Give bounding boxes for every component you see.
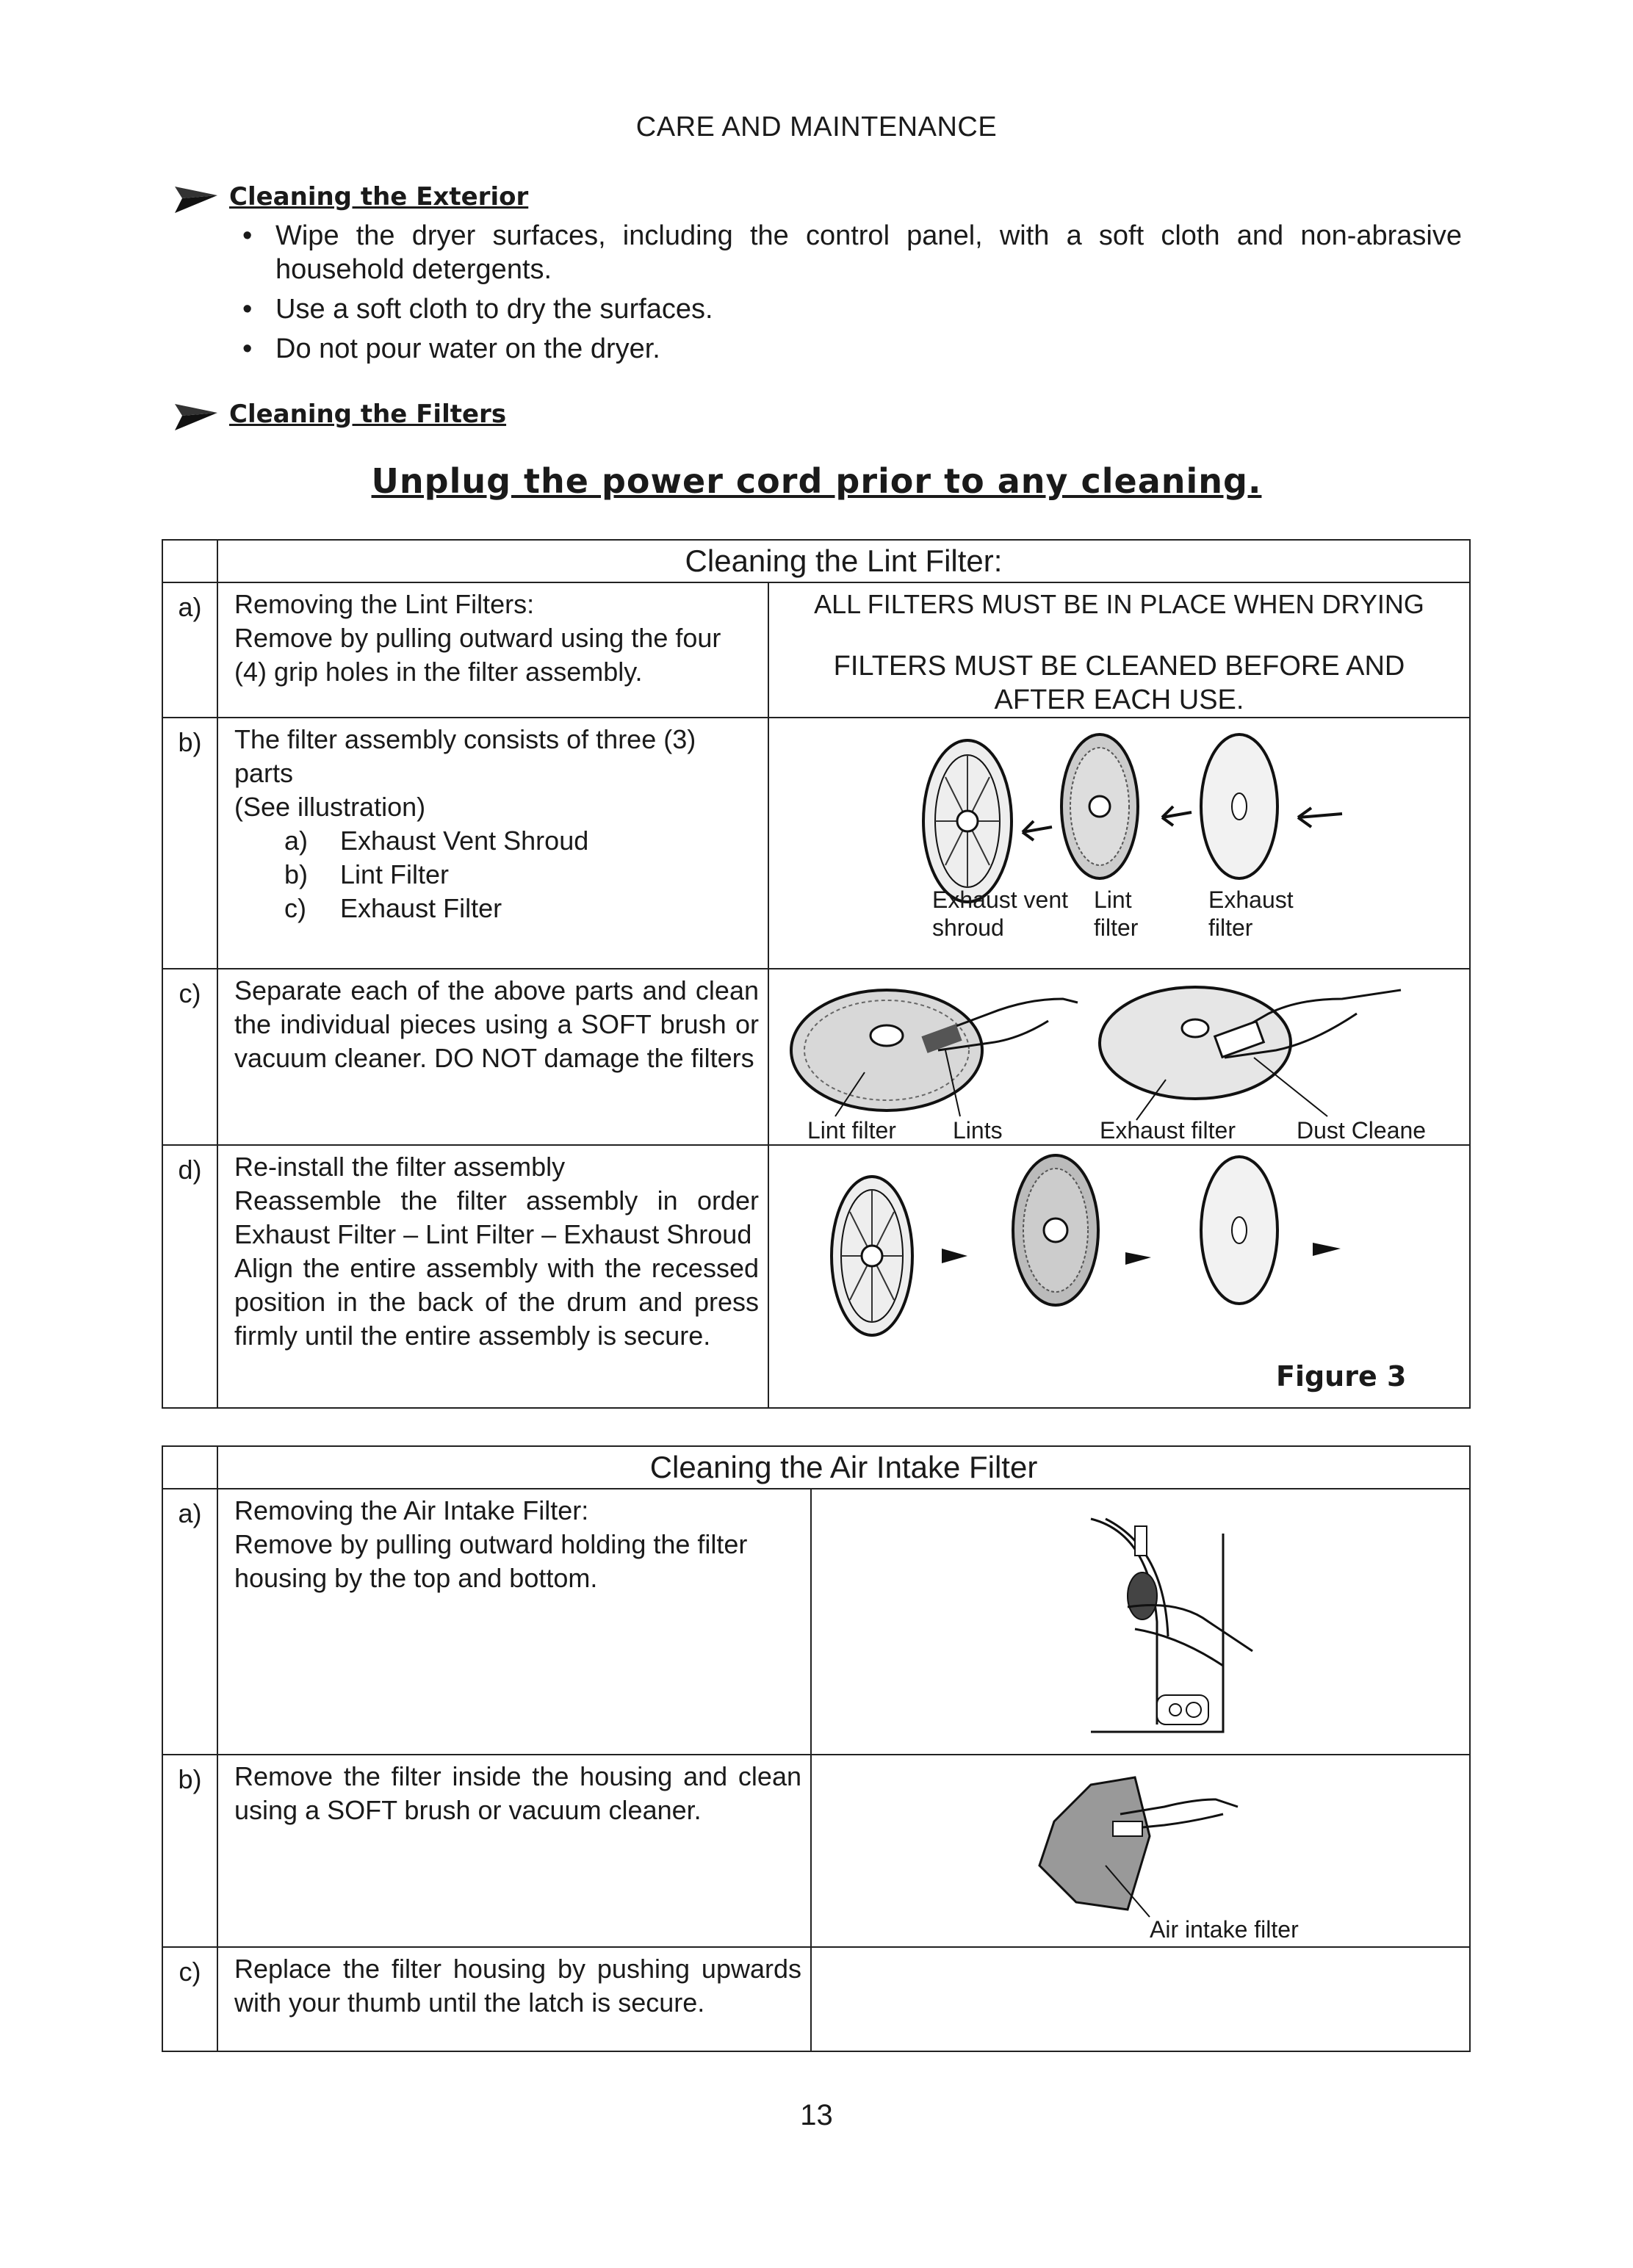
row-line: Remove by pulling outward holding the filter housing by the top and bottom. [234,1529,748,1593]
row-line: (See illustration) [234,792,426,822]
filters-in-place-note: ALL FILTERS MUST BE IN PLACE WHEN DRYING [814,589,1424,619]
lint-filter-illustration [1061,734,1138,878]
row-text [217,582,768,718]
table-row [162,1947,1470,2051]
row-letter: d) [162,1145,217,1408]
table-row [162,582,1470,718]
corner-cell [162,1446,217,1489]
cleaning-illustration-cell [768,969,1470,1145]
page-number: 13 [800,2099,833,2131]
filter-housing-removal-illustration [812,1489,1469,1754]
lint-filter-caption: Lint filter [807,1117,896,1144]
table-row [162,969,1470,1145]
row-line: Reassemble the filter assembly in order Exhaust Filter – Lint Filter – Exhaust Shroud [234,1185,759,1249]
housing-illustration-cell [811,1489,1470,1755]
row-line: Removing the Lint Filters: [234,589,535,619]
air-intake-filter-caption: Air intake filter [1150,1916,1299,1943]
reassembly-illustration-cell [768,1145,1470,1408]
exhaust-vent-shroud-caption: Exhaust vent shroud [932,886,1068,941]
lints-caption: Lints [953,1117,1003,1144]
bullet-item: • Wipe the dryer surfaces, including the control panel, with a soft cloth and non-abrasive household detergents. [242,219,1462,286]
part-item: a) Exhaust Vent Shroud [284,826,589,856]
table-row [162,1755,1470,1947]
parts-list [284,824,759,925]
filter-parts-illustration-cell [768,718,1470,969]
filters-heading: Cleaning the Filters [229,400,507,429]
exhaust-filter-illustration [1201,734,1277,878]
row-text [217,718,768,969]
row-letter: b) [162,718,217,969]
row-line: Re-install the filter assembly [234,1152,566,1182]
row-text [217,1145,768,1408]
exterior-bullet-list [242,219,1462,372]
part-item: b) Lint Filter [284,859,450,889]
air-intake-filter-table [162,1445,1471,2052]
arrowhead-bullet-icon [175,402,219,432]
row-letter: c) [162,1947,217,2051]
part-item: c) Exhaust Filter [284,893,502,923]
notes-cell [768,582,1470,718]
exhaust-filter-caption: Exhaust filter [1208,886,1294,941]
lint-table-title: Cleaning the Lint Filter: [217,540,1470,582]
bullet-item: • Do not pour water on the dryer. [242,332,1462,366]
row-letter: b) [162,1755,217,1947]
unplug-warning: Unplug the power cord prior to any cleaning. [371,461,1262,501]
air-filter-illustration-cell [811,1755,1470,1947]
row-letter: a) [162,1489,217,1755]
dust-cleaner-caption: Dust Cleane [1297,1117,1427,1144]
air-intake-filter-illustration [812,1755,1469,1946]
table-row [162,1489,1470,1755]
air-table-title: Cleaning the Air Intake Filter [217,1446,1470,1489]
lint-filter-caption: Lint filter [1094,886,1139,941]
clean-filters-note: FILTERS MUST BE CLEANED BEFORE AND AFTER EACH USE. [833,651,1405,715]
row-text [217,1489,811,1755]
row-letter: c) [162,969,217,1145]
table-row [162,1145,1470,1408]
exterior-heading: Cleaning the Exterior [229,182,529,212]
row-line: The filter assembly consists of three (3) parts [234,724,696,788]
page-title: CARE AND MAINTENANCE [635,112,998,142]
row-text: Separate each of the above parts and clean the individual pieces using a SOFT brush or vacuum cleaner. DO NOT damage the filters [217,969,768,1145]
row-letter: a) [162,582,217,718]
empty-cell [811,1947,1470,2051]
table-row [162,718,1470,969]
row-line: Removing the Air Intake Filter: [234,1495,589,1525]
arrowhead-bullet-icon [175,185,219,214]
row-text: Replace the filter housing by pushing upwards with your thumb until the latch is secure. [217,1947,811,2051]
row-line: Align the entire assembly with the recessed position in the back of the drum and press firmly until the entire assembly is secure. [234,1253,759,1351]
exhaust-vent-shroud-illustration [923,740,1012,902]
figure-3-label: Figure 3 [1276,1360,1407,1393]
lint-filter-table [162,539,1471,1409]
exhaust-filter-caption: Exhaust filter [1100,1117,1236,1144]
bullet-item: • Use a soft cloth to dry the surfaces. [242,292,1462,326]
row-text: Remove the filter inside the housing and clean using a SOFT brush or vacuum cleaner. [217,1755,811,1947]
corner-cell [162,540,217,582]
row-line: Remove by pulling outward using the four (4) grip holes in the filter assembly. [234,623,721,687]
